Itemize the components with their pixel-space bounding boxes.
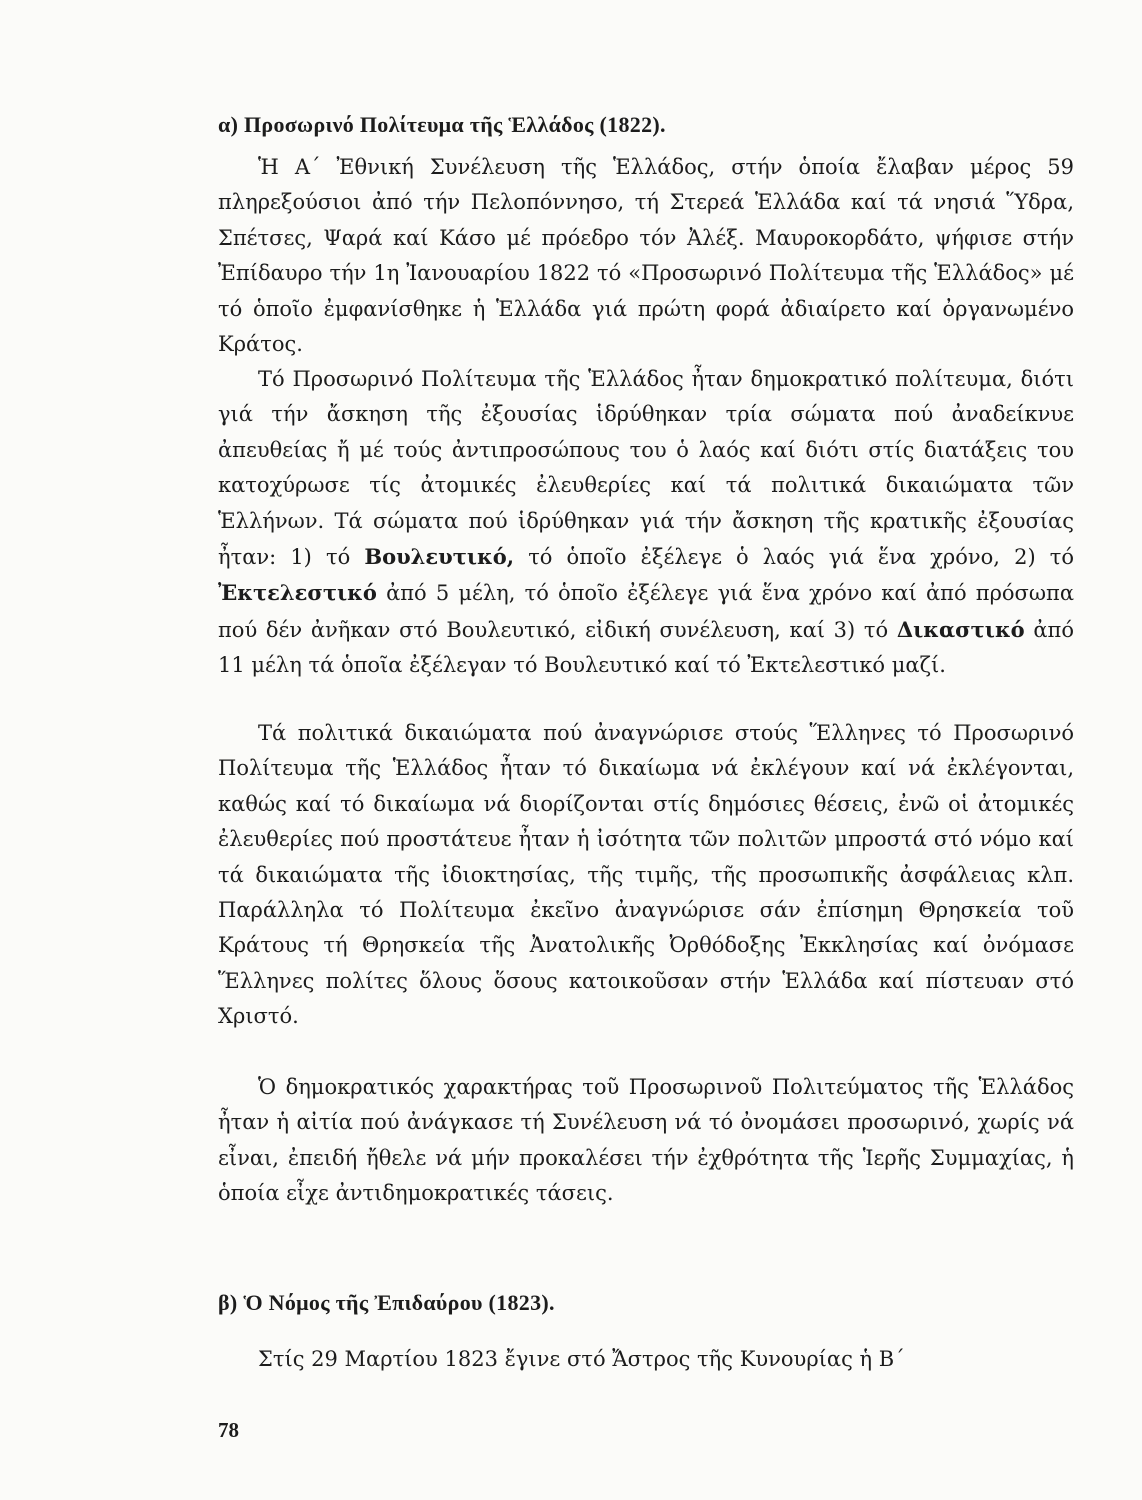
section-a-paragraph-2 — [218, 362, 1074, 684]
paragraph-2-text-4: ἀπό 11 μέλη τά ὁποῖα ἐξέλεγαν τό Βουλευτικό καί τό Ἐκτελεστικό μαζί. — [218, 617, 1074, 678]
section-b-paragraph-1: Στίς 29 Μαρτίου 1823 ἔγινε στό Ἄστρος τῆς Κυνουρίας ἡ Β΄ — [258, 1347, 905, 1371]
section-a-paragraph-1: Ἡ Α΄ Ἐθνική Συνέλευση τῆς Ἑλλάδος, στήν ὁποία ἔλαβαν μέρος 59 πληρεξούσιοι ἀπό τήν Πελοπόννησο, τή Στερεά Ἑλλάδα καί τά νησιά Ὕδρα, Σπέτσες, Ψαρά καί Κάσο μέ πρόεδρο τόν Ἀλέξ. Μαυροκορδάτο, ψήφισε στήν Ἐπίδαυρο τήν 1η Ἰανουαρίου 1822 τό «Προσωρινό Πολίτευμα τῆς Ἑλλάδος» μέ τό ὁποῖο ἐμφανίσθηκε ἡ Ἑλλάδα γιά πρώτη φορά ἀδιαίρετο καί ὀργανωμένο Κράτος. — [218, 155, 1074, 357]
section-a-heading: α) Προσωρινό Πολίτευμα τῆς Ἑλλάδος (1822). — [218, 112, 666, 137]
term-dikastiko: Δικαστικό — [896, 616, 1025, 642]
section-a-paragraph-4: Ὁ δημοκρατικός χαρακτήρας τοῦ Προσωρινοῦ Πολιτεύματος τῆς Ἑλλάδος ἦταν ἡ αἰτία πού ἀνάγκασε τή Συνέλευση νά τό ὀνομάσει προσωρινό, χωρίς νά εἶναι, ἐπειδή ἤθελε νά μήν προκαλέσει τήν ἐχθρότητα τῆς Ἱερῆς Συμμαχίας, ἡ ὁποία εἶχε ἀντιδημοκρατικές τάσεις. — [218, 1075, 1074, 1206]
term-vouleftiko: Βουλευτικό, — [364, 544, 515, 570]
section-b-heading: β) Ὁ Νόμος τῆς Ἐπιδαύρου (1823). — [218, 1290, 555, 1315]
paragraph-2-text-3: ἀπό 5 μέλη, τό ὁποῖο ἐξέλεγε γιά ἕνα χρόνο καί ἀπό πρόσωπα πού δέν ἀνῆκαν στό Βουλευτικό, εἰδική συνέλευση, καί 3) τό — [218, 581, 1074, 642]
page-number: 78 — [218, 1418, 239, 1442]
section-a-paragraph-3: Τά πολιτικά δικαιώματα πού ἀναγνώρισε στούς Ἕλληνες τό Προσωρινό Πολίτευμα τῆς Ἑλλάδος ἦταν τό δικαίωμα νά ἐκλέγουν καί νά ἐκλέγονται, καθώς καί τό δικαίωμα νά διορίζονται στίς δημόσιες θέσεις, ἐνῶ οἱ ἀτομικές ἐλευθερίες πού προστάτευε ἦταν ἡ ἰσότητα τῶν πολιτῶν μπροστά στό νόμο καί τά δικαιώματα τῆς ἰδιοκτησίας, τῆς τιμῆς, τῆς προσωπικῆς ἀσφάλειας κλπ. Παράλληλα τό Πολίτευμα ἐκεῖνο ἀναγνώρισε σάν ἐπίσημη Θρησκεία τοῦ Κράτους τή Θρησκεία τῆς Ἀνατολικῆς Ὀρθόδοξης Ἐκκλησίας καί ὀνόμασε Ἕλληνες πολίτες ὅλους ὅσους κατοικοῦσαν στήν Ἑλλάδα καί πίστευαν στό Χριστό. — [218, 721, 1074, 1029]
paragraph-2-text-1: Τό Προσωρινό Πολίτευμα τῆς Ἑλλάδος ἦταν δημοκρατικό πολίτευμα, διότι γιά τήν ἄσκηση τῆς ἐξουσίας ἱδρύθηκαν τρία σώματα πού ἀναδείκνυε ἀπευθείας ἤ μέ τούς ἀντιπροσώπους του ὁ λαός καί διότι στίς διατάξεις του κατοχύρωσε τίς ἀτομικές ἐλευθερίες καί τά πολιτικά δικαιώματα τῶν Ἑλλήνων. Τά σώματα πού ἱδρύθηκαν γιά τήν ἄσκηση τῆς κρατικῆς ἐξουσίας ἦταν: 1) τό — [218, 367, 1074, 570]
paragraph-2-text-2: τό ὁποῖο ἐξέλεγε ὁ λαός γιά ἕνα χρόνο, 2) τό — [514, 545, 1074, 570]
term-ektelestiko: Ἐκτελεστικό — [218, 580, 377, 606]
